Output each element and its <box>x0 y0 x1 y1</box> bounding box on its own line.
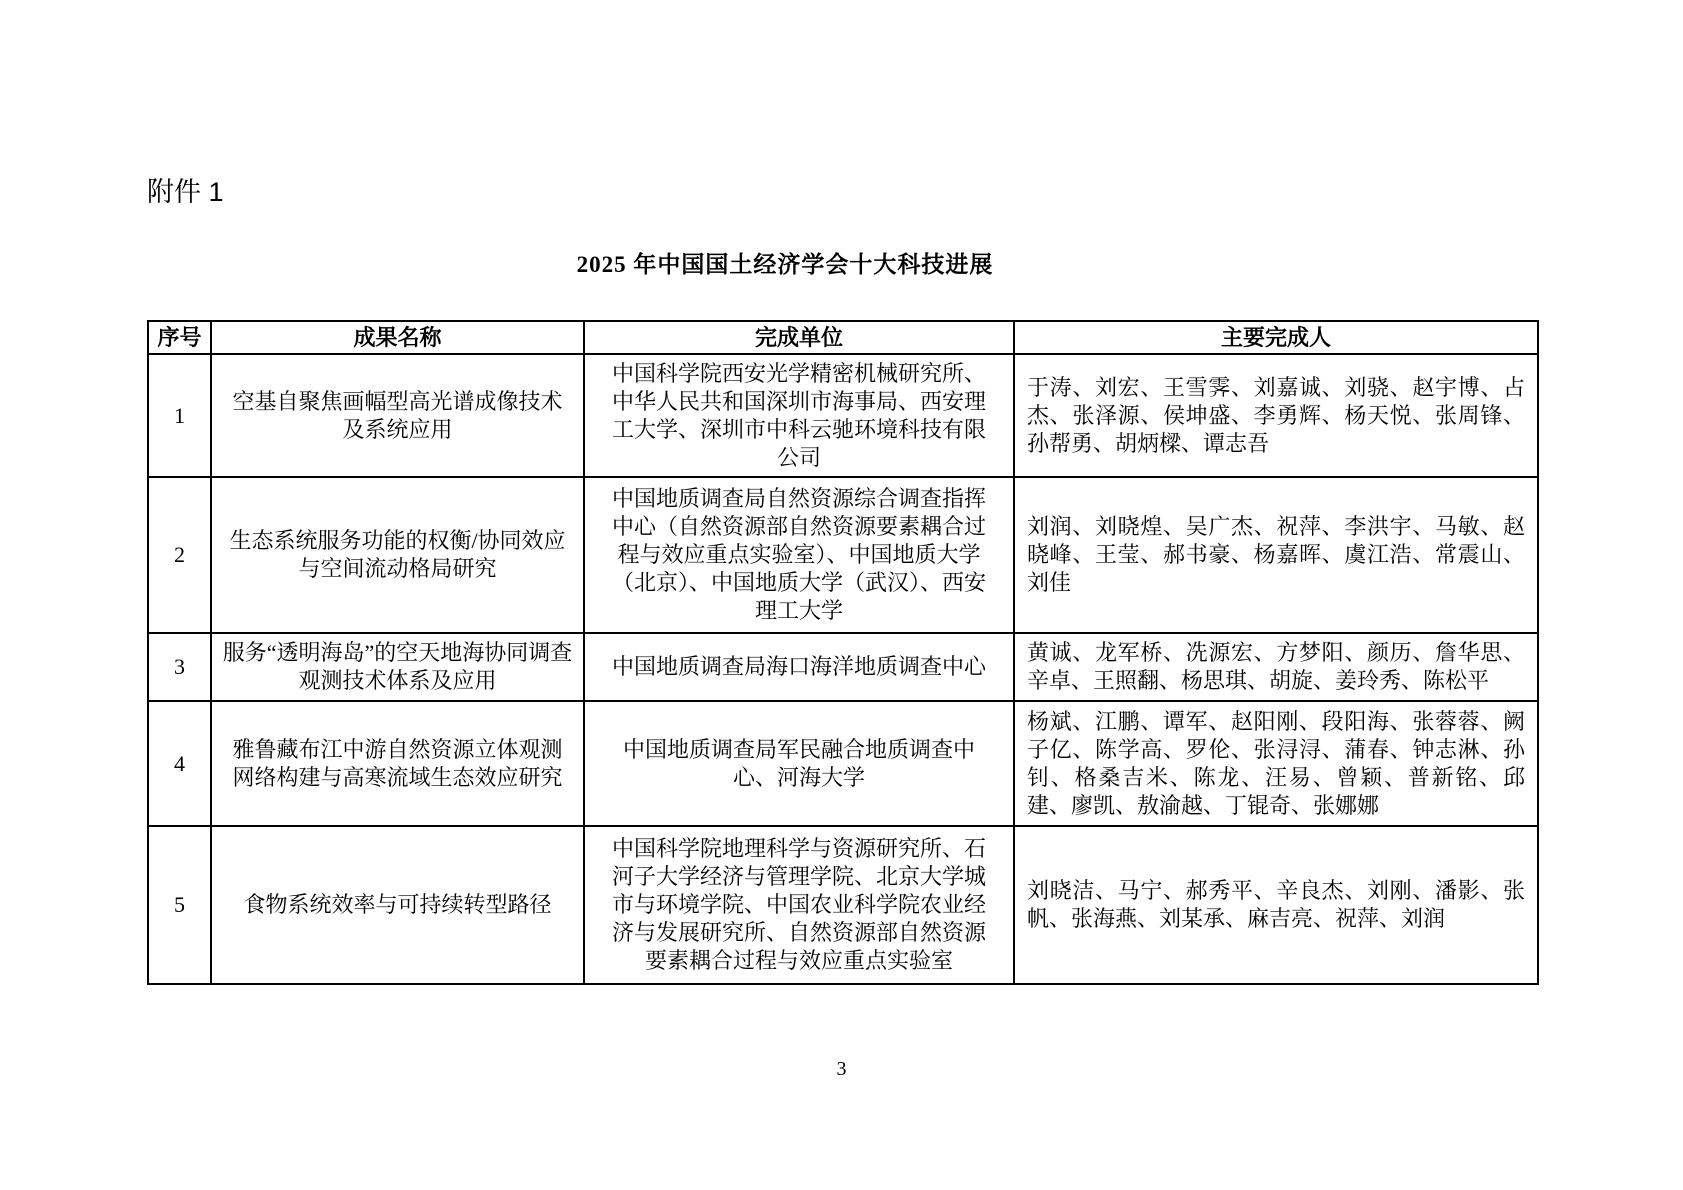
row-index-cell: 4 <box>148 701 211 826</box>
completing-units-cell: 中国地质调查局军民融合地质调查中心、河海大学 <box>584 701 1014 826</box>
attachment-label: 附件 1 <box>147 177 224 207</box>
achievement-name-cell: 空基自聚焦画幅型高光谱成像技术及系统应用 <box>211 354 584 477</box>
completing-units-cell: 中国地质调查局海口海洋地质调查中心 <box>584 633 1014 701</box>
achievement-name-cell: 服务“透明海岛”的空天地海协同调查观测技术体系及应用 <box>211 633 584 701</box>
table-row <box>148 701 1538 826</box>
row-index-cell: 5 <box>148 826 211 984</box>
contributors-cell: 于涛、刘宏、王雪霁、刘嘉诚、刘骁、赵宇博、占杰、张泽源、侯坤盛、李勇辉、杨天悦、张周锋、孙帮勇、胡炳樑、谭志吾 <box>1014 354 1538 477</box>
document-title: 2025 年中国国土经济学会十大科技进展 <box>576 252 994 277</box>
column-header-units: 完成单位 <box>584 321 1014 354</box>
row-index-cell: 2 <box>148 477 211 633</box>
achievement-name-cell: 食物系统效率与可持续转型路径 <box>211 826 584 984</box>
column-header-achievement: 成果名称 <box>211 321 584 354</box>
achievement-name-cell: 雅鲁藏布江中游自然资源立体观测网络构建与高寒流域生态效应研究 <box>211 701 584 826</box>
contributors-cell: 黄诚、龙军桥、冼源宏、方梦阳、颜历、詹华思、辛卓、王照翻、杨思琪、胡旋、姜玲秀、陈松平 <box>1014 633 1538 701</box>
achievement-name-cell: 生态系统服务功能的权衡/协同效应与空间流动格局研究 <box>211 477 584 633</box>
completing-units-cell: 中国科学院西安光学精密机械研究所、中华人民共和国深圳市海事局、西安理工大学、深圳市中科云驰环境科技有限公司 <box>584 354 1014 477</box>
completing-units-cell: 中国地质调查局自然资源综合调查指挥中心（自然资源部自然资源要素耦合过程与效应重点实验室）、中国地质大学（北京）、中国地质大学（武汉）、西安理工大学 <box>584 477 1014 633</box>
contributors-cell: 刘晓洁、马宁、郝秀平、辛良杰、刘刚、潘影、张帆、张海燕、刘某承、麻吉亮、祝萍、刘润 <box>1014 826 1538 984</box>
column-header-contributors: 主要完成人 <box>1014 321 1538 354</box>
completing-units-cell: 中国科学院地理科学与资源研究所、石河子大学经济与管理学院、北京大学城市与环境学院、中国农业科学院农业经济与发展研究所、自然资源部自然资源要素耦合过程与效应重点实验室 <box>584 826 1014 984</box>
contributors-cell: 刘润、刘晓煌、吴广杰、祝萍、李洪宇、马敏、赵晓峰、王莹、郝书豪、杨嘉晖、虞江浩、常震山、刘佳 <box>1014 477 1538 633</box>
achievements-table <box>147 320 1539 985</box>
table-row <box>148 477 1538 633</box>
row-index-cell: 3 <box>148 633 211 701</box>
contributors-cell: 杨斌、江鹏、谭军、赵阳刚、段阳海、张蓉蓉、阙子亿、陈学高、罗伦、张浔浔、蒲春、钟志淋、孙钊、格桑吉米、陈龙、汪易、曾颖、普新铭、邱建、廖凯、敖渝越、丁锟奇、张娜娜 <box>1014 701 1538 826</box>
table-row <box>148 826 1538 984</box>
table-row <box>148 354 1538 477</box>
column-header-index: 序号 <box>148 321 211 354</box>
row-index-cell: 1 <box>148 354 211 477</box>
page-number: 3 <box>836 1058 847 1080</box>
table-header-row <box>148 321 1538 354</box>
table-row <box>148 633 1538 701</box>
